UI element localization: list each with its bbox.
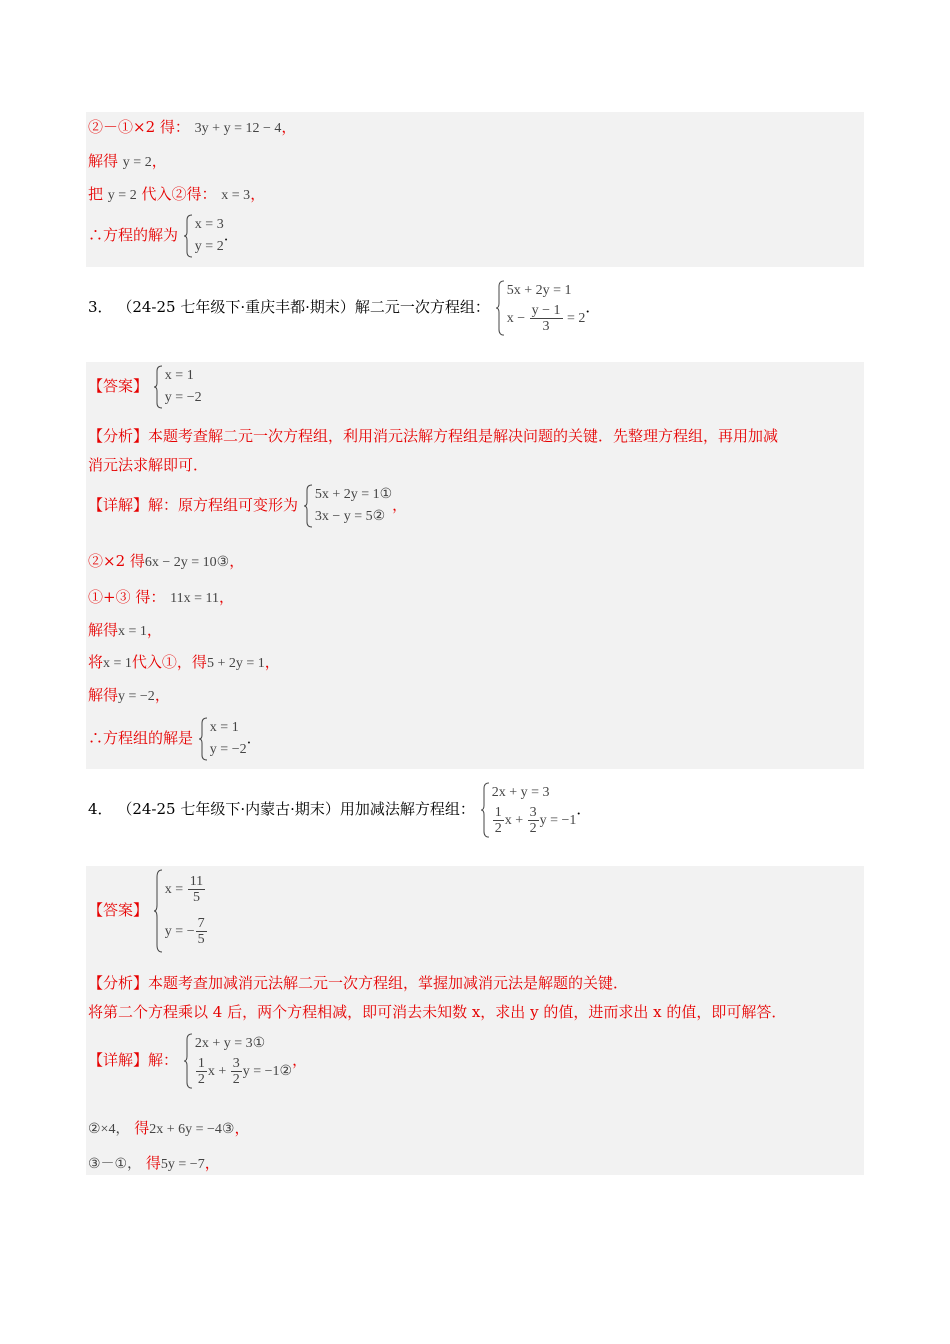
q4-answer-x — [165, 869, 208, 911]
q4-number: 4． — [88, 800, 113, 818]
q4-detail-fraction-1 — [196, 1056, 207, 1087]
q3-source: （24-25 七年级下·重庆丰都·期末） — [117, 298, 355, 316]
q3-step-2-label: ①+③ 得： — [88, 588, 166, 606]
q4-analysis-text-1: 本题考查加减消元法解二元一次方程组，掌握加减消元法是解题的关键． — [148, 974, 629, 992]
q4-ans-y-num: 7 — [197, 916, 205, 932]
q3-step-2 — [88, 587, 234, 609]
q3-step-5-label: 解得 — [88, 686, 119, 704]
q3-answer-y: y = −2 — [164, 390, 202, 405]
q4-step-1-label: ②×4， — [88, 1122, 130, 1137]
prev-sol-row-x: x = 3 — [194, 217, 224, 232]
q3-step-2-eq: 11x = 11 — [170, 591, 219, 606]
q3-detail-intro: 解：原方程组可变形为 — [148, 496, 299, 514]
q3-step-2-tail: ， — [218, 588, 234, 606]
q3-detail-eq-2: 3x − y = 5② — [314, 509, 386, 524]
q4-step-1-eq: 2x + 6y = −4③ — [149, 1122, 235, 1137]
prev-solution-system — [183, 214, 224, 258]
q4-eq-2 — [492, 804, 577, 838]
q4-analysis-label: 【分析】 — [88, 974, 149, 992]
left-brace-icon — [303, 484, 313, 528]
q3-detail-label: 【详解】 — [88, 496, 149, 514]
q3-step-4-label: 将 — [88, 653, 104, 671]
q4-answer-label: 【答案】 — [88, 901, 149, 919]
left-brace-icon — [480, 782, 490, 838]
q3-step-3-tail: ， — [146, 621, 162, 639]
q4-detail-tail: ， — [292, 1051, 308, 1069]
q4-detail-f2-num: 3 — [232, 1056, 240, 1072]
q3-eq-2-fraction — [530, 303, 563, 334]
q4-detail-eq-1: 2x + y = 3① — [194, 1036, 266, 1051]
q4-ans-x-num: 11 — [189, 874, 204, 890]
q4-frac1-num: 1 — [494, 805, 502, 821]
prev-sol-row-y: y = 2 — [194, 239, 224, 254]
prev-step-1-eq: 3y + y = 12 − 4 — [194, 121, 282, 136]
q4-answer-y-fraction — [196, 916, 207, 947]
q3-solution-system — [198, 717, 247, 761]
q4-eq-2-mid: x + — [504, 813, 524, 828]
prev-step-3-label: 把 — [88, 185, 104, 203]
q4-detail-eq-2-post: y = −1② — [242, 1064, 293, 1079]
q3-sol-row-y: y = −2 — [209, 742, 247, 757]
q4-detail-f1-den: 2 — [197, 1072, 205, 1088]
q3-eq-1: 5x + 2y = 1 — [506, 283, 572, 298]
q4-detail-label: 【详解】 — [88, 1051, 149, 1069]
q4-ans-y-den: 5 — [197, 932, 205, 948]
q3-step-4-tail: ， — [264, 653, 280, 671]
prev-step-2-label: 解得 — [88, 152, 119, 170]
q4-detail — [88, 1033, 307, 1089]
q3-step-4-eq: x = 1 — [103, 656, 132, 671]
q3-step-3-label: 解得 — [88, 621, 119, 639]
q3-analysis-label: 【分析】 — [88, 427, 149, 445]
q3-answer — [88, 365, 202, 409]
q4-answer-x-fraction — [188, 874, 205, 905]
q3-detail — [88, 484, 407, 528]
q4-analysis-line-2: 将第二个方程乘以 4 后，两个方程相减，即可消去未知数 x，求出 y 的值，进而求出 x 的值，即可解答． — [88, 1003, 787, 1021]
q4-answer-x-label: x = — [164, 882, 184, 897]
left-brace-icon — [183, 214, 193, 258]
prev-step-2-eq: y = 2 — [122, 155, 152, 170]
q4-detail-f1-num: 1 — [197, 1056, 205, 1072]
prev-step-2-tail: ， — [151, 152, 167, 170]
question-3 — [88, 280, 600, 336]
q3-answer-label: 【答案】 — [88, 377, 149, 395]
q3-conclusion-label: ∴方程组的解是 — [88, 729, 194, 747]
q4-eq-1: 2x + y = 3 — [491, 785, 550, 800]
q4-step-2-tail: ， — [204, 1154, 220, 1172]
q3-number: 3． — [88, 298, 113, 316]
q4-answer — [88, 869, 208, 953]
q3-step-1-eq: 6x − 2y = 10③ — [144, 555, 230, 570]
left-brace-icon — [153, 365, 163, 409]
q3-step-5-eq: y = −2 — [118, 689, 155, 704]
q4-system — [480, 782, 577, 838]
q4-step-2 — [88, 1153, 220, 1175]
q3-detail-tail: ， — [392, 496, 408, 514]
prev-step-1-label: ②－①×2 得： — [88, 118, 190, 136]
q4-frac2-num: 3 — [529, 805, 537, 821]
q3-analysis-text-1: 本题考查解二元一次方程组，利用消元法解方程组是解决问题的关键．先整理方程组，再用加减 — [148, 427, 779, 445]
q3-step-1 — [88, 551, 244, 573]
q3-tail: ． — [585, 298, 601, 316]
q4-frac1-den: 2 — [494, 821, 502, 837]
q3-answer-x: x = 1 — [164, 368, 194, 383]
q3-system — [495, 280, 586, 336]
q3-step-1-label: ②×2 得 — [88, 552, 145, 570]
q3-step-5 — [88, 685, 170, 707]
question-4 — [88, 782, 591, 838]
left-brace-icon — [495, 280, 505, 336]
q3-step-5-tail: ， — [154, 686, 170, 704]
q3-detail-system — [303, 484, 392, 528]
q3-step-1-tail: ， — [229, 552, 245, 570]
prev-conclusion — [88, 214, 239, 258]
q4-step-2-label: ③－①， — [88, 1157, 142, 1172]
prev-step-2 — [88, 151, 167, 173]
q3-step-4-mid: 代入①，得 — [131, 653, 207, 671]
q4-step-2-mid: 得 — [145, 1154, 161, 1172]
q3-analysis-line-1 — [88, 426, 778, 446]
q4-frac2-den: 2 — [529, 821, 537, 837]
q3-eq-2 — [507, 302, 586, 336]
left-brace-icon — [183, 1033, 193, 1089]
prev-step-3 — [88, 184, 265, 206]
q3-prompt: 解二元一次方程组： — [354, 298, 490, 316]
q4-eq-2-fraction-1 — [493, 805, 504, 836]
q3-eq-2-pre: x − — [506, 311, 526, 326]
left-brace-icon — [198, 717, 208, 761]
q3-answer-system — [153, 365, 202, 409]
q4-tail: ． — [576, 800, 592, 818]
q4-step-1 — [88, 1118, 250, 1140]
q4-step-1-mid: 得 — [134, 1119, 150, 1137]
q4-prompt: 用加减法解方程组： — [339, 800, 475, 818]
q3-conclusion-tail: ． — [246, 729, 262, 747]
q3-step-3 — [88, 620, 162, 642]
prev-conclusion-label: ∴方程的解为 — [88, 226, 179, 244]
q3-frac-num: y − 1 — [531, 303, 561, 319]
q4-step-2-eq: 5y = −7 — [160, 1157, 205, 1172]
q3-step-4-eq2: 5 + 2y = 1 — [206, 656, 265, 671]
q4-answer-y — [165, 911, 208, 953]
q4-answer-y-label: y = − — [164, 924, 195, 939]
q3-detail-eq-1: 5x + 2y = 1① — [314, 487, 393, 502]
prev-step-3-eq: y = 2 — [107, 188, 137, 203]
prev-conclusion-tail: ． — [223, 226, 239, 244]
q4-analysis-line-1 — [88, 973, 628, 993]
q4-answer-system — [153, 869, 208, 953]
q4-detail-fraction-2 — [231, 1056, 242, 1087]
q4-step-1-tail: ， — [234, 1119, 250, 1137]
prev-step-3-eq2: x = 3 — [221, 188, 251, 203]
prev-step-3-mid: 代入②得： — [141, 185, 217, 203]
prev-step-3-tail: ， — [250, 185, 266, 203]
q4-source: （24-25 七年级下·内蒙古·期末） — [117, 800, 340, 818]
left-brace-icon — [153, 869, 163, 953]
prev-step-1-tail: ， — [281, 118, 297, 136]
q3-frac-den: 3 — [542, 319, 550, 335]
q4-eq-2-post: y = −1 — [539, 813, 577, 828]
q4-detail-eq-2 — [195, 1055, 292, 1089]
q4-detail-f2-den: 2 — [232, 1072, 240, 1088]
q4-eq-2-fraction-2 — [528, 805, 539, 836]
q3-eq-2-post: = 2 — [567, 311, 586, 326]
q4-detail-system — [183, 1033, 292, 1089]
q3-conclusion — [88, 717, 262, 761]
q4-detail-eq-2-mid: x + — [207, 1064, 227, 1079]
prev-step-1 — [88, 117, 296, 139]
q4-detail-intro: 解： — [148, 1051, 179, 1069]
q3-analysis-line-2: 消元法求解即可． — [88, 456, 209, 474]
q3-step-4 — [88, 652, 280, 674]
q3-step-3-eq: x = 1 — [118, 624, 147, 639]
q3-sol-row-x: x = 1 — [209, 720, 239, 735]
q4-ans-x-den: 5 — [192, 890, 200, 906]
